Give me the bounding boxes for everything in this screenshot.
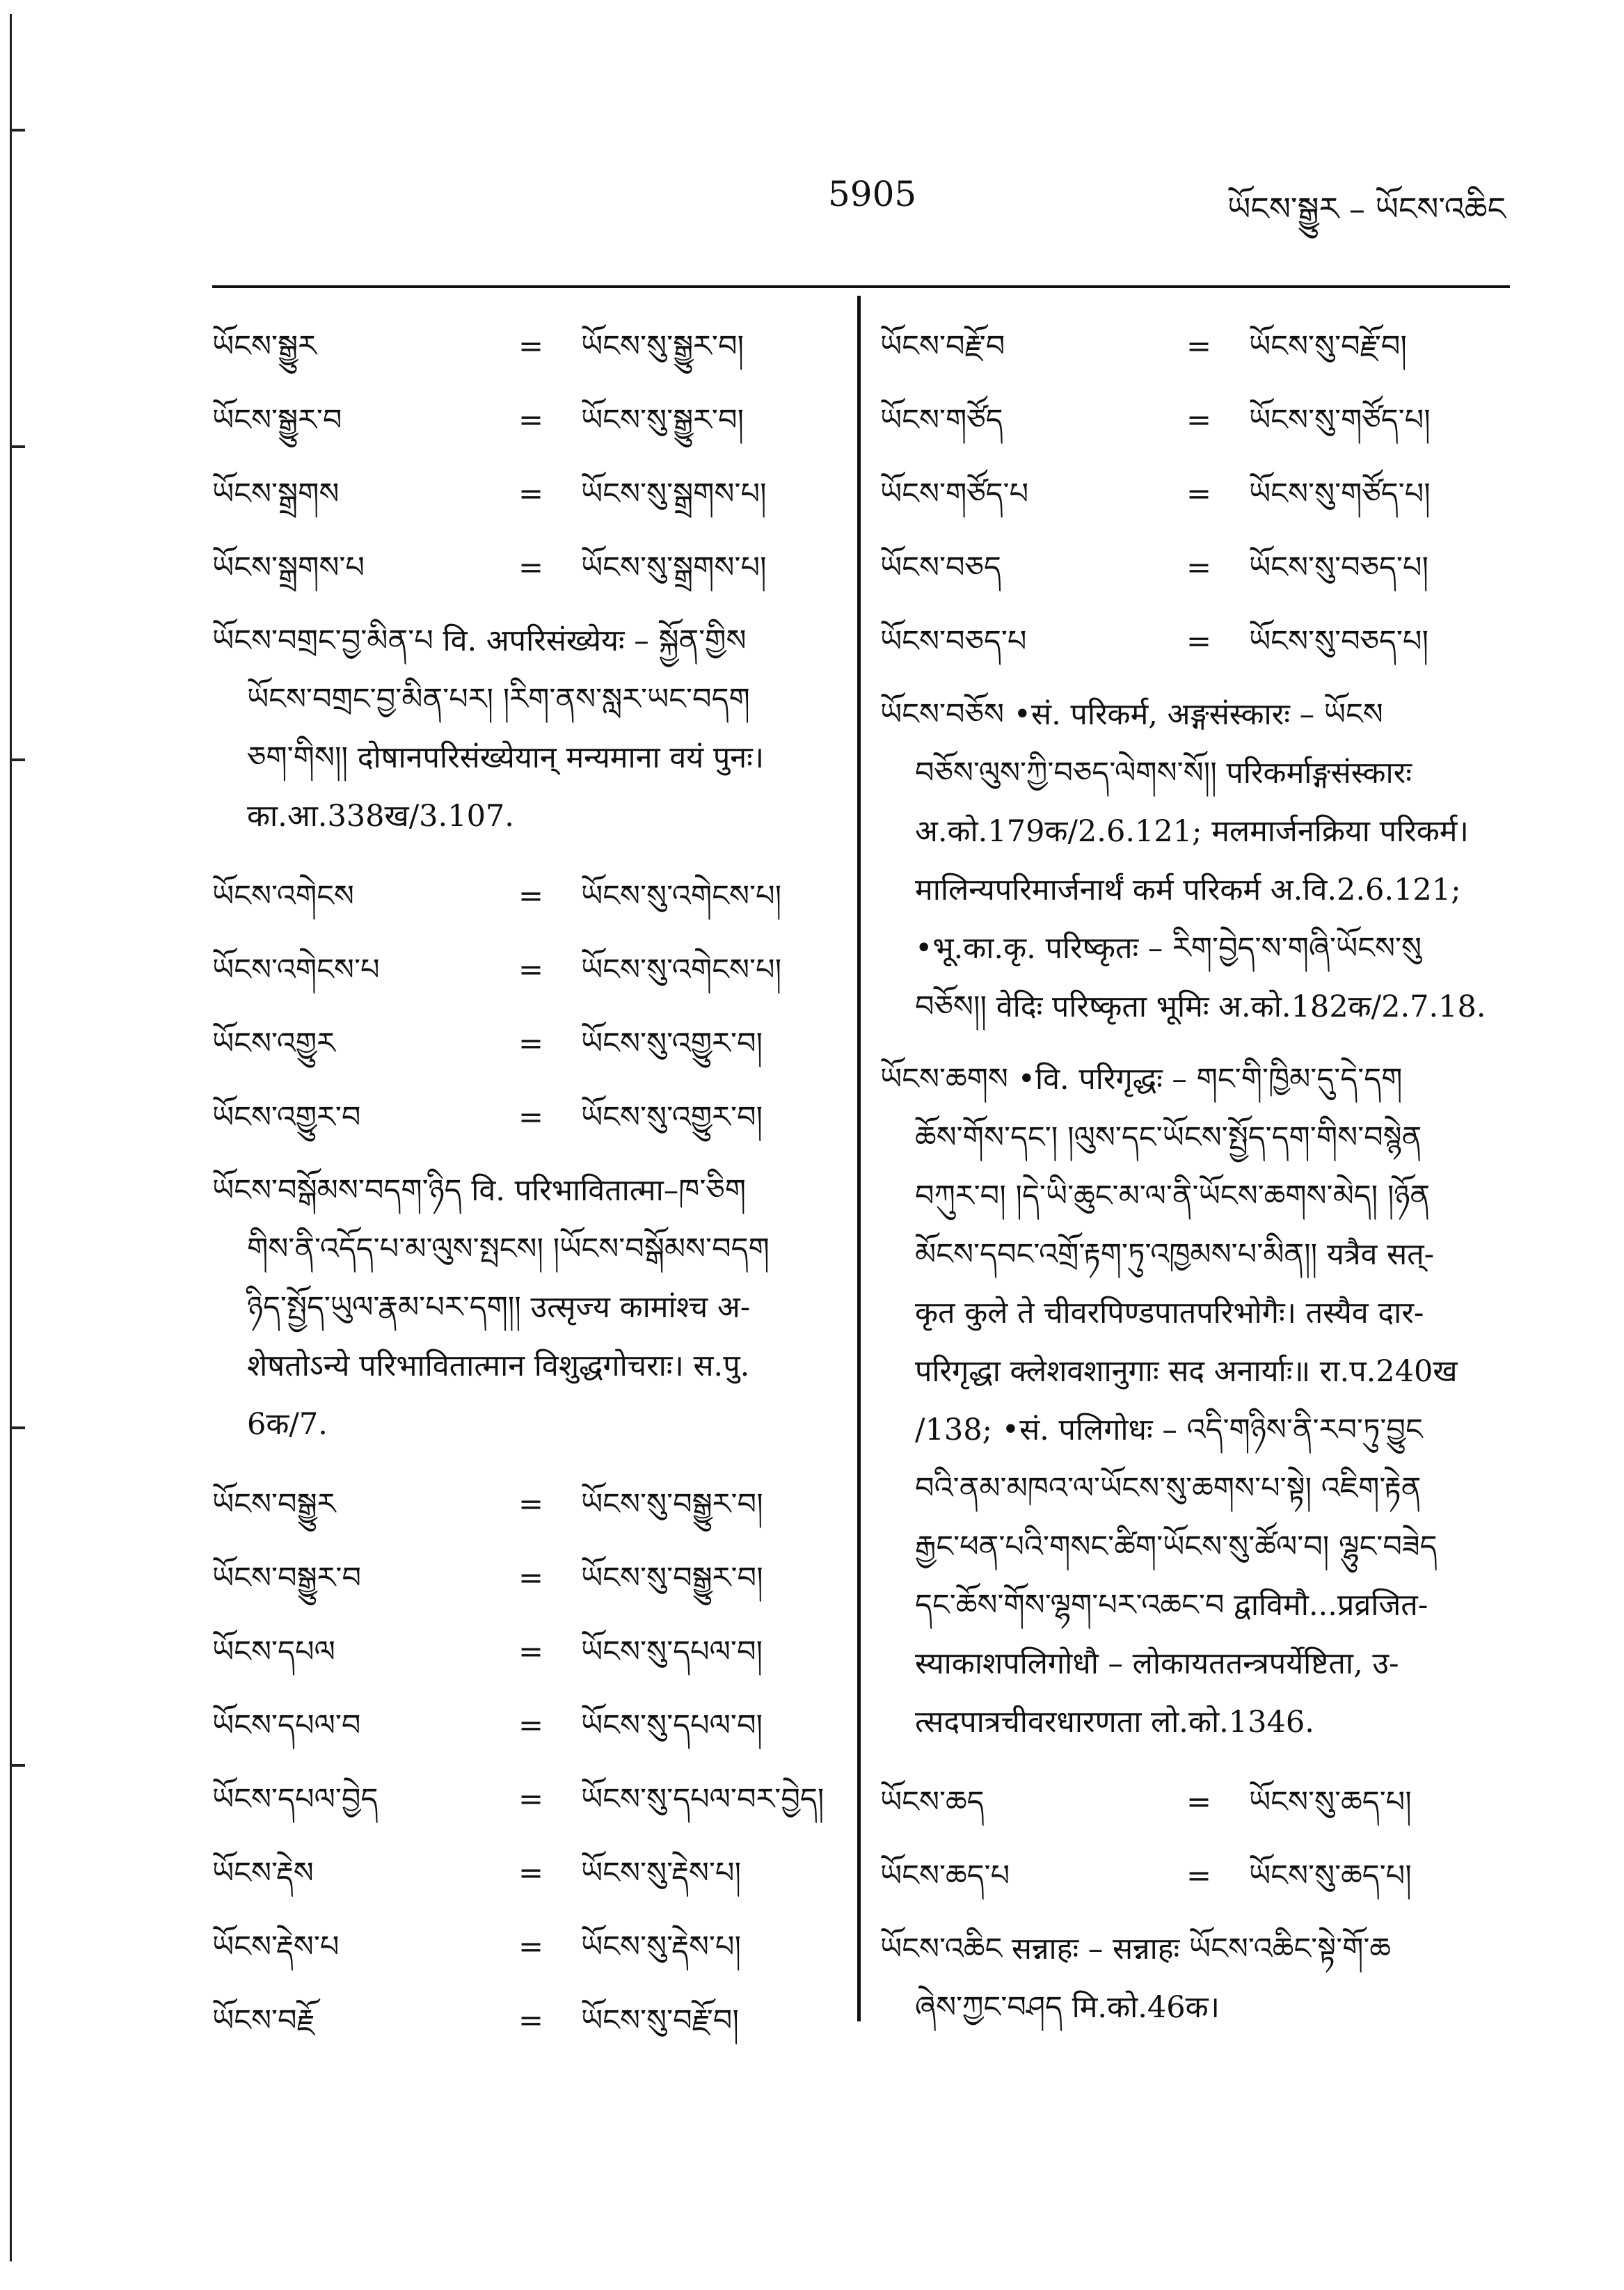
dictionary-entry (212, 612, 838, 845)
entry-line: /138; •सं. पलिगोधः – འདི་གཉིས་ནི་རབ་ཏུ་བྱུང (915, 1413, 1423, 1447)
equals-sign: = (1186, 477, 1212, 511)
xref-row (880, 1765, 1520, 1839)
equals-sign: = (518, 1856, 544, 1891)
xref-row (212, 1763, 838, 1836)
xref-target: ཡོངས་སུ་བརྗོ་བ། (1249, 329, 1407, 364)
xref-target: ཡོངས་སུ་དཔལ་བ། (581, 1708, 763, 1743)
xref-row (212, 1615, 838, 1689)
entry-line: བཀུར་བ། །དེ་ཡི་ཆུང་མ་ལ་ནི་ཡོངས་ཆགས་མེད། །ཉོན (915, 1179, 1431, 1214)
xref-row (212, 1984, 838, 2058)
xref-target: ཡོངས་སུ་སྒྲགས་པ། (581, 477, 767, 511)
xref-row (880, 383, 1520, 457)
headword: ཡོངས་བཅད་པ (880, 624, 1027, 659)
xref-target: ཡོངས་སུ་སྒྱུར་བ། (581, 403, 745, 438)
entry-line: कृत कुले ते चीवरपिण्डपातपरिभोगैः। तस्यैव दार- (915, 1296, 1424, 1330)
margin-tick (10, 1426, 25, 1429)
xref-row (880, 310, 1520, 383)
headword: ཡོངས་ཆད་པ (880, 1859, 1010, 1893)
headword: ཡོངས་འགྱུར (212, 1026, 335, 1061)
margin-tick (10, 1764, 25, 1767)
xref-target: ཡོངས་སུ་བཅད་པ། (1249, 624, 1429, 659)
headword: ཡོངས་བཅད (880, 550, 1001, 585)
headword: ཡོངས་འགྱུར་བ (212, 1100, 361, 1135)
dictionary-entry (880, 1050, 1520, 1751)
equals-sign: = (1186, 329, 1212, 364)
entry-line: ཞེས་ཀྱང་བཤད मि.को.46क। (915, 1990, 1220, 2025)
entry-line: ཡོངས་བགྲང་བྱ་མིན་པ वि. अपरिसंख्येयः – སྐྱོན་གྱིས (212, 623, 747, 658)
entry-line: 6क/7. (247, 1407, 328, 1442)
dictionary-entry (880, 685, 1520, 1036)
entry-line: ཡོངས་འཆིང सन्नाहः – सन्नाहः ཡོངས་འཆིང་སྟེ་གོ་ཆ (880, 1932, 1392, 1966)
entry-line: བའི་ནམ་མཁའ་ལ་ཡོངས་སུ་ཆགས་པ་སྟེ། འཇིག་རྟེན (915, 1471, 1422, 1506)
xref-target: ཡོངས་སུ་གཙོད་པ། (1249, 477, 1431, 511)
xref-group (212, 310, 838, 605)
headword: ཡོངས་སྒྱུར (212, 329, 317, 364)
dictionary-entry (880, 1920, 1520, 2037)
headword: ཡོངས་དཔལ་བ (212, 1708, 361, 1743)
xref-row (212, 1007, 838, 1081)
equals-sign: = (1186, 403, 1212, 438)
page-number: 5905 (828, 174, 917, 214)
entry-line: མོངས་དབང་འགྲོ་རྟག་ཏུ་འཁྱམས་པ་མིན།། यत्रैव सत्- (915, 1237, 1435, 1272)
xref-target: ཡོངས་སུ་འགེངས་པ། (581, 953, 782, 987)
entry-line: ཆོས་གོས་དང་། །ལུས་དང་ཡོངས་སྤྱོད་དག་གིས་བསྙེན (915, 1120, 1422, 1155)
xref-row (880, 457, 1520, 531)
equals-sign: = (518, 477, 544, 511)
xref-target: ཡོངས་སུ་རྡེས་པ། (581, 1856, 742, 1891)
running-head: ཡོངས་སྒྱུར – ཡོངས་འཆིང (1227, 190, 1506, 228)
entry-line: ཉིད་སྤྱོད་ཡུལ་རྣམ་པར་དག།། उत्सृज्य कामांश्च अ- (247, 1290, 751, 1325)
equals-sign: = (518, 1026, 544, 1061)
xref-target: ཡོངས་སུ་ཆད་པ། (1249, 1859, 1412, 1893)
xref-row (212, 457, 838, 531)
xref-target: ཡོངས་སུ་བརྗོ་བ། (581, 2003, 739, 2038)
header-rule (212, 285, 1510, 288)
left-margin-line (10, 14, 12, 2261)
entry-line: अ.को.179क/2.6.121; मलमार्जनक्रिया परिकर्म। (915, 814, 1469, 849)
headword: ཡོངས་དཔལ (212, 1635, 335, 1669)
entry-line: བཅོས།། वेदिः परिष्कृता भूमिः अ.को.182क/2.7.18. (915, 989, 1486, 1024)
headword: ཡོངས་འགེངས (212, 879, 354, 914)
headword: ཡོངས་རྡེས་པ (212, 1930, 340, 1964)
equals-sign: = (518, 329, 544, 364)
xref-row (212, 859, 838, 933)
xref-row (880, 605, 1520, 678)
equals-sign: = (518, 1487, 544, 1522)
equals-sign: = (518, 1635, 544, 1669)
equals-sign: = (1186, 1785, 1212, 1820)
dictionary-entry (212, 1161, 838, 1454)
entry-line: དང་ཆོས་གོས་ལྷག་པར་འཆང་བ द्वाविमौ...प्रव्रजित- (915, 1588, 1428, 1623)
margin-tick (10, 758, 25, 761)
headword: ཡོངས་དཔལ་བྱེད (212, 1782, 379, 1817)
xref-row (880, 531, 1520, 605)
headword: ཡོངས་རྡེས (212, 1856, 314, 1891)
xref-group (880, 310, 1520, 678)
headword: ཡོངས་སྒྲགས (212, 477, 340, 511)
entry-line: ཅག་གིས།། दोषानपरिसंख्येयान् मन्यमाना वयं पुनः। (247, 740, 765, 775)
column-divider (857, 296, 861, 2021)
entry-line: ཡོངས་བསྒོམས་བདག་ཉིད वि. परिभावितात्मा–ཁ་ཅིག (212, 1173, 746, 1208)
xref-row (212, 1836, 838, 1910)
xref-target: ཡོངས་སུ་བཅད་པ། (1249, 550, 1429, 585)
xref-row (212, 531, 838, 605)
equals-sign: = (518, 879, 544, 914)
headword: ཡོངས་ཆད (880, 1785, 985, 1820)
xref-group (212, 859, 838, 1154)
xref-row (212, 1081, 838, 1154)
xref-target: ཡོངས་སུ་བསྒྱུར་བ། (581, 1487, 763, 1522)
xref-target: ཡོངས་སུ་སྒྲགས་པ། (581, 550, 767, 585)
xref-row (212, 383, 838, 457)
headword: ཡོངས་བསྒྱུར (212, 1487, 336, 1522)
xref-target: ཡོངས་སུ་འགེངས་པ། (581, 879, 782, 914)
equals-sign: = (518, 1708, 544, 1743)
entry-line: •भू.का.कृ. परिष्कृतः – རིག་བྱེད་ས་གཞི་ཡོངས་སུ (915, 931, 1422, 966)
xref-target: ཡོངས་སུ་དཔལ་བ། (581, 1635, 763, 1669)
headword: ཡོངས་སྒྲགས་པ (212, 550, 365, 585)
equals-sign: = (1186, 1859, 1212, 1893)
xref-target: ཡོངས་སུ་རྡེས་པ། (581, 1930, 742, 1964)
xref-target: ཡོངས་སུ་བསྒྱུར་བ། (581, 1561, 763, 1596)
entry-line: གིས་ནི་འདོད་པ་མ་ལུས་སྤངས། །ཡོངས་བསྒོམས་བདག (247, 1232, 770, 1266)
equals-sign: = (1186, 550, 1212, 585)
equals-sign: = (518, 550, 544, 585)
entry-line: स्याकाशपलिगोधौ – लोकायततन्त्रपर्येष्टिता, उ- (915, 1646, 1399, 1681)
equals-sign: = (518, 1100, 544, 1135)
xref-row (212, 933, 838, 1007)
xref-target: ཡོངས་སུ་གཙོད་པ། (1249, 403, 1431, 438)
equals-sign: = (518, 2003, 544, 2038)
entry-line: का.आ.338ख/3.107. (247, 799, 514, 834)
xref-target: ཡོངས་སུ་འགྱུར་བ། (581, 1026, 763, 1061)
equals-sign: = (518, 403, 544, 438)
equals-sign: = (1186, 624, 1212, 659)
xref-row (212, 1541, 838, 1615)
entry-line: शेषतोऽन्ये परिभावितात्मान विशुद्धगोचराः। स.पु. (247, 1349, 750, 1383)
xref-group (880, 1765, 1520, 1913)
xref-row (212, 1910, 838, 1984)
entry-line: ཡོངས་བཅོས •सं. परिकर्म, अङ्गसंस्कारः – ཡོངས (880, 697, 1383, 732)
headword: ཡོངས་འགེངས་པ (212, 953, 380, 987)
headword: ཡོངས་སྒྱུར་བ (212, 403, 342, 438)
xref-target: ཡོངས་སུ་འགྱུར་བ། (581, 1100, 763, 1135)
entry-line: ཡོངས་ཆགས •वि. परिगृद्धः – གང་གི་ཁྱིམ་དུ་དེ་དག (880, 1062, 1403, 1097)
xref-target: ཡོངས་སུ་དཔལ་བར་བྱེད། (581, 1782, 825, 1817)
equals-sign: = (518, 1782, 544, 1817)
entry-line: རྒྱང་ཕན་པའི་གསང་ཚིག་ཡོངས་སུ་ཚོལ་བ། ལྷུང་བཟེད (915, 1529, 1438, 1564)
headword: ཡོངས་བརྗོ་བ (880, 329, 1005, 364)
xref-row (212, 1689, 838, 1763)
xref-row (212, 1468, 838, 1541)
entry-line: परिगृद्धा क्लेशवशानुगाः सद अनार्याः॥ रा.प.240ख (915, 1354, 1458, 1389)
equals-sign: = (518, 1561, 544, 1596)
xref-target: ཡོངས་སུ་ཆད་པ། (1249, 1785, 1412, 1820)
right-column (880, 310, 1520, 2051)
xref-group (212, 1468, 838, 2058)
margin-tick (10, 445, 25, 448)
xref-row (212, 310, 838, 383)
headword: ཡོངས་བརྗོ (212, 2003, 315, 2038)
headword: ཡོངས་གཙོད (880, 403, 1003, 438)
left-column (212, 310, 838, 2058)
equals-sign: = (518, 1930, 544, 1964)
xref-row (880, 1839, 1520, 1913)
entry-line: मालिन्यपरिमार्जनार्थं कर्म परिकर्म अ.वि.2.6.121; (915, 873, 1461, 907)
margin-tick (10, 129, 25, 132)
xref-target: ཡོངས་སུ་སྒྱུར་བ། (581, 329, 745, 364)
headword: ཡོངས་གཙོད་པ (880, 477, 1029, 511)
entry-line: त्सदपात्रचीवरधारणता लो.को.1346. (915, 1705, 1314, 1740)
headword: ཡོངས་བསྒྱུར་བ (212, 1561, 362, 1596)
entry-line: ཡོངས་བགྲང་བྱ་མིན་པར། །རིག་ནས་སླར་ཡང་བདག (247, 682, 750, 717)
equals-sign: = (518, 953, 544, 987)
entry-line: བཅོས་ལུས་ཀྱི་བཅད་ལེགས་སོ།། परिकर्माङ्गसंस्कारः (915, 756, 1412, 790)
